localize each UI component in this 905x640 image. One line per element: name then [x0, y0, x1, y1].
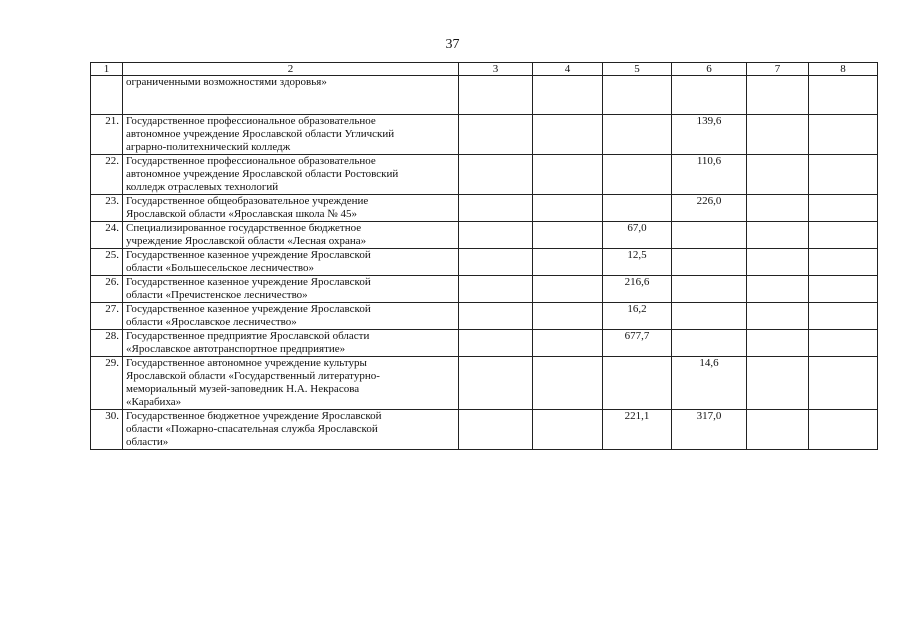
table-row	[91, 330, 878, 357]
value-cell-c6: 110,6	[672, 155, 747, 195]
description-line: Государственное казенное учреждение Ярославской	[126, 249, 371, 261]
column-header: 8	[809, 63, 878, 76]
value-cell-c8	[809, 357, 878, 410]
row-description	[123, 276, 459, 303]
value-cell-c7	[747, 249, 809, 276]
value-cell-c8	[809, 249, 878, 276]
value-cell-c4	[533, 155, 603, 195]
header-row	[91, 63, 878, 76]
value-cell-c3	[459, 155, 533, 195]
description-line: Государственное профессиональное образовательное	[126, 115, 376, 127]
value-cell-c8	[809, 76, 878, 115]
value-cell-c8	[809, 330, 878, 357]
value-cell-c4	[533, 249, 603, 276]
value-cell-c5: 12,5	[603, 249, 672, 276]
value-cell-c8	[809, 303, 878, 330]
description-line: автономное учреждение Ярославской области Ростовский	[126, 168, 399, 180]
row-number: 28.	[91, 330, 123, 357]
value-cell-c6	[672, 76, 747, 115]
description-line: Специализированное государственное бюджетное	[126, 222, 362, 234]
value-cell-c7	[747, 195, 809, 222]
value-cell-c5	[603, 115, 672, 155]
description-line: Государственное бюджетное учреждение Ярославской	[126, 410, 382, 422]
description-line: Государственное предприятие Ярославской области	[126, 330, 370, 342]
value-cell-c5: 216,6	[603, 276, 672, 303]
value-cell-c8	[809, 155, 878, 195]
value-cell-c6	[672, 330, 747, 357]
value-cell-c8	[809, 195, 878, 222]
value-cell-c7	[747, 410, 809, 450]
description-line: области»	[126, 436, 169, 448]
row-description	[123, 222, 459, 249]
value-cell-c3	[459, 76, 533, 115]
value-cell-c5: 16,2	[603, 303, 672, 330]
description-line: Ярославской области «Ярославская школа № 45»	[126, 208, 358, 220]
value-cell-c4	[533, 115, 603, 155]
table-row	[91, 276, 878, 303]
description-line: Ярославской области «Государственный литературно-	[126, 370, 380, 382]
value-cell-c3	[459, 410, 533, 450]
value-cell-c3	[459, 330, 533, 357]
row-number: 27.	[91, 303, 123, 330]
value-cell-c8	[809, 410, 878, 450]
row-number: 29.	[91, 357, 123, 410]
row-number: 21.	[91, 115, 123, 155]
value-cell-c5	[603, 195, 672, 222]
value-cell-c6: 139,6	[672, 115, 747, 155]
value-cell-c6	[672, 249, 747, 276]
value-cell-c4	[533, 303, 603, 330]
value-cell-c4	[533, 76, 603, 115]
row-number: 25.	[91, 249, 123, 276]
description-line: Государственное казенное учреждение Ярославской	[126, 276, 371, 288]
page-number: 37	[445, 37, 460, 52]
value-cell-c4	[533, 195, 603, 222]
value-cell-c3	[459, 357, 533, 410]
row-number: 30.	[91, 410, 123, 450]
description-line: учреждение Ярославской области «Лесная охрана»	[126, 235, 367, 247]
value-cell-c4	[533, 410, 603, 450]
value-cell-c6: 226,0	[672, 195, 747, 222]
value-cell-c4	[533, 357, 603, 410]
row-number: 24.	[91, 222, 123, 249]
value-cell-c7	[747, 276, 809, 303]
data-table	[90, 62, 878, 450]
column-header: 7	[747, 63, 809, 76]
value-cell-c5	[603, 76, 672, 115]
table-row	[91, 195, 878, 222]
table-row	[91, 155, 878, 195]
row-number: 22.	[91, 155, 123, 195]
table-row	[91, 222, 878, 249]
row-number	[91, 76, 123, 115]
description-line: «Карабиха»	[126, 396, 182, 408]
value-cell-c3	[459, 222, 533, 249]
description-line: Государственное общеобразовательное учреждение	[126, 195, 369, 207]
row-description	[123, 357, 459, 410]
value-cell-c6: 14,6	[672, 357, 747, 410]
value-cell-c5: 677,7	[603, 330, 672, 357]
value-cell-c5: 221,1	[603, 410, 672, 450]
value-cell-c8	[809, 222, 878, 249]
column-header: 2	[123, 63, 459, 76]
value-cell-c8	[809, 115, 878, 155]
value-cell-c6	[672, 303, 747, 330]
description-line: области «Пожарно-спасательная служба Ярославской	[126, 423, 378, 435]
value-cell-c3	[459, 303, 533, 330]
row-description	[123, 76, 459, 115]
row-description	[123, 249, 459, 276]
row-description	[123, 303, 459, 330]
column-header: 5	[603, 63, 672, 76]
description-line: Государственное профессиональное образовательное	[126, 155, 376, 167]
description-line: области «Пречистенское лесничество»	[126, 289, 308, 301]
value-cell-c5: 67,0	[603, 222, 672, 249]
table-row	[91, 410, 878, 450]
value-cell-c4	[533, 330, 603, 357]
row-description	[123, 195, 459, 222]
description-line: ограниченными возможностями здоровья»	[126, 76, 327, 88]
value-cell-c6: 317,0	[672, 410, 747, 450]
row-description	[123, 410, 459, 450]
value-cell-c5	[603, 357, 672, 410]
column-header: 1	[91, 63, 123, 76]
value-cell-c7	[747, 115, 809, 155]
description-line: области «Ярославское лесничество»	[126, 316, 297, 328]
table-row	[91, 303, 878, 330]
row-description	[123, 155, 459, 195]
value-cell-c6	[672, 222, 747, 249]
column-header: 3	[459, 63, 533, 76]
value-cell-c5	[603, 155, 672, 195]
value-cell-c7	[747, 357, 809, 410]
value-cell-c3	[459, 115, 533, 155]
description-line: области «Большесельское лесничество»	[126, 262, 314, 274]
table-row	[91, 357, 878, 410]
table-body	[91, 76, 878, 450]
description-line: колледж отраслевых технологий	[126, 181, 279, 193]
value-cell-c4	[533, 276, 603, 303]
value-cell-c7	[747, 155, 809, 195]
value-cell-c7	[747, 222, 809, 249]
row-number: 26.	[91, 276, 123, 303]
row-description	[123, 330, 459, 357]
row-number: 23.	[91, 195, 123, 222]
description-line: Государственное автономное учреждение культуры	[126, 357, 367, 369]
description-line: «Ярославское автотранспортное предприятие»	[126, 343, 346, 355]
value-cell-c7	[747, 303, 809, 330]
value-cell-c6	[672, 276, 747, 303]
table-row	[91, 115, 878, 155]
value-cell-c4	[533, 222, 603, 249]
column-header: 6	[672, 63, 747, 76]
table-row	[91, 249, 878, 276]
column-header: 4	[533, 63, 603, 76]
row-description	[123, 115, 459, 155]
value-cell-c3	[459, 249, 533, 276]
table-row	[91, 76, 878, 115]
value-cell-c7	[747, 76, 809, 115]
description-line: Государственное казенное учреждение Ярославской	[126, 303, 371, 315]
description-line: аграрно-политехнический колледж	[126, 141, 291, 153]
value-cell-c8	[809, 276, 878, 303]
description-line: мемориальный музей-заповедник Н.А. Некрасова	[126, 383, 360, 395]
value-cell-c3	[459, 195, 533, 222]
value-cell-c3	[459, 276, 533, 303]
description-line: автономное учреждение Ярославской области Угличский	[126, 128, 395, 140]
value-cell-c7	[747, 330, 809, 357]
